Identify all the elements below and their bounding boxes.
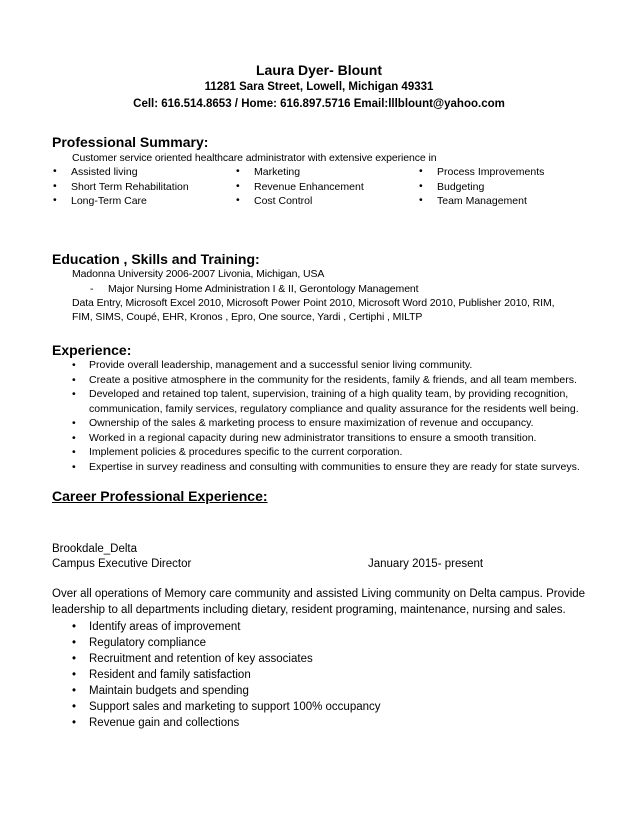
list-item: • Identify areas of improvement: [72, 619, 381, 635]
skills-line-2: FIM, SIMS, Coupé, EHR, Kronos , Epro, One source, Yardi , Certiphi , MILTP: [72, 311, 423, 323]
job-description-line-2: leadership to all departments including dietary, resident programing, maintenance, nursing and sales.: [52, 604, 566, 616]
list-item: • Revenue Enhancement: [236, 181, 364, 196]
resume-name: Laura Dyer- Blount: [255, 62, 382, 78]
list-item: • Budgeting: [419, 181, 544, 196]
resume-address: 11281 Sara Street, Lowell, Michigan 49331: [204, 81, 434, 93]
resume-contact: Cell: 616.514.8653 / Home: 616.897.5716 Email:lllblount@yahoo.com: [133, 98, 505, 110]
experience-heading: Experience:: [52, 342, 132, 358]
list-item: • Create a positive atmosphere in the community for the residents, family & friends, and all team members.: [72, 373, 602, 388]
education-major: Major Nursing Home Administration I & II, Gerontology Management: [108, 283, 419, 295]
list-item: • Resident and family satisfaction: [72, 667, 381, 683]
employer-name: Brookdale_Delta: [52, 543, 138, 555]
list-item: • Maintain budgets and spending: [72, 683, 381, 699]
list-item: • Regulatory compliance: [72, 635, 381, 651]
list-item: • Long-Term Care: [53, 195, 189, 210]
career-list: [72, 619, 381, 731]
list-item: • Support sales and marketing to support 100% occupancy: [72, 699, 381, 715]
list-item: • Worked in a regional capacity during new administrator transitions to ensure a smooth transition.: [72, 431, 602, 446]
list-item: • Expertise in survey readiness and consulting with communities to ensure they are ready for state surveys.: [72, 460, 602, 475]
list-item: • Cost Control: [236, 195, 364, 210]
summary-column-3: [419, 166, 544, 210]
list-item: • Recruitment and retention of key associates: [72, 651, 381, 667]
summary-column-2: [236, 166, 364, 210]
education-heading: Education , Skills and Training:: [52, 251, 260, 267]
list-item: • Revenue gain and collections: [72, 715, 381, 731]
education-school: Madonna University 2006-2007 Livonia, Michigan, USA: [72, 268, 325, 280]
list-item: • Provide overall leadership, management and a successful senior living community.: [72, 358, 602, 373]
job-description-line-1: Over all operations of Memory care community and assisted Living community on Delta campus. Provide: [52, 588, 586, 600]
job-dates: January 2015- present: [368, 558, 484, 570]
list-item: • Developed and retained top talent, supervision, training of a high quality team, by providing recognition, communication, family services, regulatory compliance and quality assurance for the residents well being.: [72, 387, 602, 416]
summary-heading: Professional Summary:: [52, 134, 209, 150]
summary-column-1: [53, 166, 189, 210]
skills-line-1: Data Entry, Microsoft Excel 2010, Microsoft Power Point 2010, Microsoft Word 2010, Publisher 2010, RIM,: [72, 297, 555, 309]
list-item: • Process Improvements: [419, 166, 544, 181]
list-item: • Assisted living: [53, 166, 189, 181]
summary-intro: Customer service oriented healthcare administrator with extensive experience in: [72, 152, 437, 164]
list-item: • Marketing: [236, 166, 364, 181]
list-item: • Short Term Rehabilitation: [53, 181, 189, 196]
experience-list: [72, 358, 602, 474]
career-heading: Career Professional Experience:: [52, 488, 268, 504]
list-item: • Ownership of the sales & marketing process to ensure maximization of revenue and occupancy.: [72, 416, 602, 431]
list-item: • Implement policies & procedures specific to the current corporation.: [72, 445, 602, 460]
list-item: • Team Management: [419, 195, 544, 210]
job-title: Campus Executive Director: [52, 558, 192, 570]
education-dash: -: [90, 283, 94, 295]
